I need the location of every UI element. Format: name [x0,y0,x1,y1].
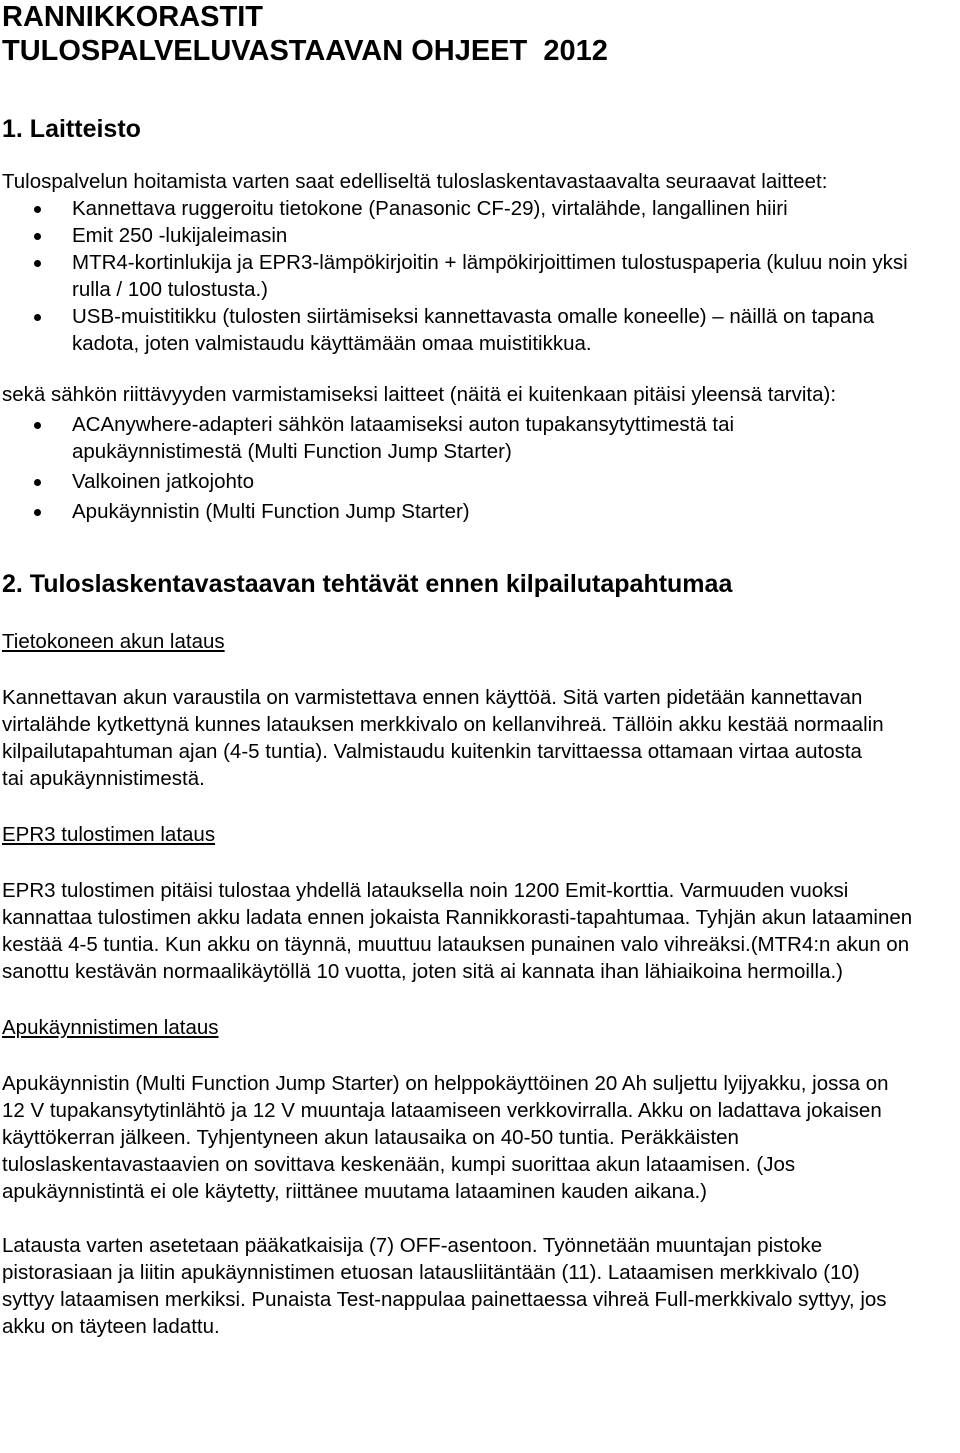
list-item [2,411,954,465]
subsection-title-printer-charging: EPR3 tulostimen lataus [2,823,216,846]
list-item-text: Valkoinen jatkojohto [72,470,254,493]
list-item-text: ACAnywhere-adapteri sähkön lataamiseksi auton tupakansytyttimestä tai apukäynnistimestä (Multi Function Jump Starter) [72,413,735,463]
bullet-icon [34,509,41,516]
subsection-text-laptop-battery: Kannettavan akun varaustila on varmistettava ennen käyttöä. Sitä varten pidetään kannettavan virtalähde kytkettynä kunnes latauksen merkkivalo on kellanvihreä. Tällöin akku kestää normaalin kilpailutapahtuman ajan (4-5 tuntia). Valmistaudu kuitenkin tarvittaessa ottamaan virtaa autosta tai apukäynnistimestä. [2,686,884,790]
bullet-icon [34,314,41,321]
section-1-intro: Tulospalvelun hoitamista varten saat edelliseltä tuloslaskentavastaavalta seuraavat laitteet: [2,170,828,193]
bullet-icon [34,260,41,267]
section-1-heading: 1. Laitteisto [2,115,141,143]
bullet-icon [34,233,41,240]
subsection-title-laptop-battery: Tietokoneen akun lataus [2,630,225,653]
subsection-text-printer-charging: EPR3 tulostimen pitäisi tulostaa yhdellä latauksella noin 1200 Emit-korttia. Varmuuden vuoksi kannattaa tulostimen akku ladata ennen jokaista Rannikkorasti-tapahtumaa. Tyhjän akun lataaminen kestää 4-5 tuntia. Kun akku on täynnä, muuttuu latauksen punainen valo vihreäksi.(MTR4:n akun on sanottu kestävän normaalikäytöllä 10 vuotta, joten sitä ai kannata ihan lähiaikoina hermoilla.) [2,879,913,983]
power-equipment-intro: sekä sähkön riittävyyden varmistamiseksi laitteet (näitä ei kuitenkaan pitäisi yleensä tarvita): [2,383,837,406]
list-item-text: MTR4-kortinlukija ja EPR3-lämpökirjoitin + lämpökirjoittimen tulostuspaperia (kuluu noin yksi rulla / 100 tulostusta.) [72,251,908,301]
list-item [2,222,954,249]
list-item-text: Kannettava ruggeroitu tietokone (Panasonic CF-29), virtalähde, langallinen hiiri [72,197,788,220]
title-line-2: TULOSPALVELUVASTAAVAN OHJEET 2012 [2,35,608,67]
subsection-text-jump-starter-2: Latausta varten asetetaan pääkatkaisija (7) OFF-asentoon. Työnnetään muuntajan pistoke pistorasiaan ja liitin apukäynnistimen etuosan latausliitäntään (11). Lataamisen merkkivalo (10) syttyy lataamisen merkiksi. Punaista Test-nappulaa painettaessa vihreä Full-merkkivalo syttyy, jos akku on täyteen ladattu. [2,1234,887,1338]
subsection-text-jump-starter-1: Apukäynnistin (Multi Function Jump Starter) on helppokäyttöinen 20 Ah suljettu lyijyakku, jossa on 12 V tupakansytytinlähtö ja 12 V muuntaja lataamiseen verkkovirralla. Akku on ladattava jokaisen käyttökerran jälkeen. Tyhjentyneen akun latausaika on 40-50 tuntia. Peräkkäisten tuloslaskentavastaavien on sovittava keskenään, kumpi suorittaa akun lataamisen. (Jos apukäynnistintä ei ole käytetty, riittänee muutama lataaminen kauden aikana.) [2,1072,889,1203]
list-item [2,303,954,357]
list-item [2,468,954,495]
list-item-text: Apukäynnistin (Multi Function Jump Starter) [72,500,470,523]
document-title [2,0,954,68]
subsection-title-jump-starter: Apukäynnistimen lataus [2,1016,219,1039]
list-item [2,195,954,222]
list-item-text: USB-muistitikku (tulosten siirtämiseksi kannettavasta omalle koneelle) – näillä on tapana kadota, joten valmistaudu käyttämään omaa muistitikkua. [72,305,875,355]
list-item [2,249,954,303]
bullet-icon [34,206,41,213]
list-item [2,498,954,525]
section-2-heading: 2. Tuloslaskentavastaavan tehtävät ennen kilpailutapahtumaa [2,570,733,598]
bullet-icon [34,479,41,486]
list-item-text: Emit 250 -lukijaleimasin [72,224,288,247]
equipment-list [2,195,954,357]
power-equipment-list [2,411,954,525]
bullet-icon [34,422,41,429]
document-page [2,0,954,1340]
title-line-1: RANNIKKORASTIT [2,1,263,33]
